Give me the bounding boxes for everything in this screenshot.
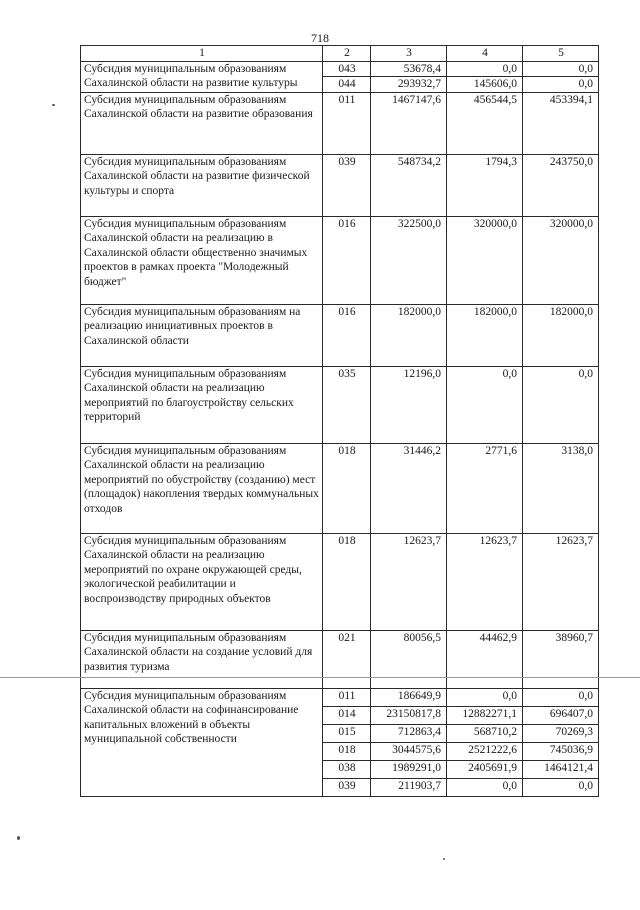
row-description: Субсидия муниципальным образованиям Сахалинской области на развитие культуры bbox=[81, 61, 323, 92]
amount-cell: 548734,2 bbox=[371, 154, 447, 216]
amount-cell: 3138,0 bbox=[523, 443, 599, 533]
column-header: 1 bbox=[81, 46, 323, 62]
row-description: Субсидия муниципальным образованиям на реализацию инициативных проектов в Сахалинской области bbox=[81, 304, 323, 366]
row-description: Субсидия муниципальным образованиям Сахалинской области на развитие физической культуры и спорта bbox=[81, 154, 323, 216]
amount-cell: 31446,2 bbox=[371, 443, 447, 533]
column-header-row bbox=[81, 46, 599, 62]
column-header: 2 bbox=[323, 46, 371, 62]
amount-cell: 453394,1 bbox=[523, 92, 599, 154]
amount-cell: 696407,0 bbox=[523, 706, 599, 724]
amount-cell: 0,0 bbox=[447, 778, 523, 796]
amount-cell: 145606,0 bbox=[447, 77, 523, 93]
budget-table bbox=[80, 45, 599, 797]
code-cell: 038 bbox=[323, 760, 371, 778]
code-cell: 021 bbox=[323, 630, 371, 688]
code-cell: 016 bbox=[323, 304, 371, 366]
scan-speck bbox=[17, 836, 20, 840]
amount-cell: 80056,5 bbox=[371, 630, 447, 688]
amount-cell: 293932,7 bbox=[371, 77, 447, 93]
amount-cell: 320000,0 bbox=[447, 216, 523, 304]
amount-cell: 1467147,6 bbox=[371, 92, 447, 154]
amount-cell: 2771,6 bbox=[447, 443, 523, 533]
amount-cell: 182000,0 bbox=[523, 304, 599, 366]
page-number: 718 bbox=[311, 31, 329, 45]
amount-cell: 0,0 bbox=[523, 77, 599, 93]
column-header: 5 bbox=[523, 46, 599, 62]
row-description: Субсидия муниципальным образованиям Сахалинской области на реализацию мероприятий по обустройству (созданию) мест (площадок) накопления твердых коммунальных отходов bbox=[81, 443, 323, 533]
column-header: 3 bbox=[371, 46, 447, 62]
table-row bbox=[81, 154, 599, 216]
amount-cell: 322500,0 bbox=[371, 216, 447, 304]
amount-cell: 2405691,9 bbox=[447, 760, 523, 778]
table-row bbox=[81, 533, 599, 630]
code-cell: 018 bbox=[323, 742, 371, 760]
amount-cell: 320000,0 bbox=[523, 216, 599, 304]
amount-cell: 2521222,6 bbox=[447, 742, 523, 760]
code-cell: 015 bbox=[323, 724, 371, 742]
amount-cell: 243750,0 bbox=[523, 154, 599, 216]
table-row bbox=[81, 443, 599, 533]
table-row bbox=[81, 688, 599, 706]
amount-cell: 12623,7 bbox=[447, 533, 523, 630]
amount-cell: 182000,0 bbox=[447, 304, 523, 366]
amount-cell: 23150817,8 bbox=[371, 706, 447, 724]
code-cell: 016 bbox=[323, 216, 371, 304]
amount-cell: 1794,3 bbox=[447, 154, 523, 216]
row-description: Субсидия муниципальным образованиям Сахалинской области на реализацию в Сахалинской области общественно значимых проектов в рамках проекта "Молодежный бюджет" bbox=[81, 216, 323, 304]
amount-cell: 745036,9 bbox=[523, 742, 599, 760]
table-row bbox=[81, 366, 599, 443]
amount-cell: 0,0 bbox=[523, 688, 599, 706]
code-cell: 011 bbox=[323, 688, 371, 706]
table-row bbox=[81, 92, 599, 154]
amount-cell: 0,0 bbox=[523, 778, 599, 796]
scan-speck bbox=[52, 104, 55, 106]
amount-cell: 12623,7 bbox=[371, 533, 447, 630]
code-cell: 039 bbox=[323, 154, 371, 216]
amount-cell: 38960,7 bbox=[523, 630, 599, 688]
row-description: Субсидия муниципальным образованиям Сахалинской области на реализацию мероприятий по благоустройству сельских территорий bbox=[81, 366, 323, 443]
code-cell: 018 bbox=[323, 443, 371, 533]
amount-cell: 1989291,0 bbox=[371, 760, 447, 778]
code-cell: 035 bbox=[323, 366, 371, 443]
amount-cell: 44462,9 bbox=[447, 630, 523, 688]
amount-cell: 12196,0 bbox=[371, 366, 447, 443]
amount-cell: 211903,7 bbox=[371, 778, 447, 796]
amount-cell: 456544,5 bbox=[447, 92, 523, 154]
amount-cell: 0,0 bbox=[447, 366, 523, 443]
code-cell: 044 bbox=[323, 77, 371, 93]
amount-cell: 182000,0 bbox=[371, 304, 447, 366]
code-cell: 039 bbox=[323, 778, 371, 796]
row-description: Субсидия муниципальным образованиям Сахалинской области на софинансирование капитальных вложений в объекты муниципальной собственности bbox=[81, 688, 323, 796]
table-row bbox=[81, 216, 599, 304]
amount-cell: 0,0 bbox=[447, 61, 523, 77]
amount-cell: 1464121,4 bbox=[523, 760, 599, 778]
amount-cell: 712863,4 bbox=[371, 724, 447, 742]
amount-cell: 70269,3 bbox=[523, 724, 599, 742]
scan-speck bbox=[443, 858, 445, 860]
amount-cell: 53678,4 bbox=[371, 61, 447, 77]
table-row bbox=[81, 630, 599, 688]
scan-artifact-line bbox=[0, 677, 640, 678]
amount-cell: 568710,2 bbox=[447, 724, 523, 742]
column-header: 4 bbox=[447, 46, 523, 62]
amount-cell: 186649,9 bbox=[371, 688, 447, 706]
code-cell: 011 bbox=[323, 92, 371, 154]
code-cell: 043 bbox=[323, 61, 371, 77]
row-description: Субсидия муниципальным образованиям Сахалинской области на реализацию мероприятий по охране окружающей среды, экологической реабилитации и воспроизводству природных объектов bbox=[81, 533, 323, 630]
row-description: Субсидия муниципальным образованиям Сахалинской области на развитие образования bbox=[81, 92, 323, 154]
code-cell: 014 bbox=[323, 706, 371, 724]
row-description: Субсидия муниципальным образованиям Сахалинской области на создание условий для развития туризма bbox=[81, 630, 323, 688]
table-row bbox=[81, 61, 599, 77]
table-row bbox=[81, 304, 599, 366]
code-cell: 018 bbox=[323, 533, 371, 630]
amount-cell: 12623,7 bbox=[523, 533, 599, 630]
amount-cell: 0,0 bbox=[523, 366, 599, 443]
amount-cell: 12882271,1 bbox=[447, 706, 523, 724]
amount-cell: 3044575,6 bbox=[371, 742, 447, 760]
amount-cell: 0,0 bbox=[523, 61, 599, 77]
amount-cell: 0,0 bbox=[447, 688, 523, 706]
